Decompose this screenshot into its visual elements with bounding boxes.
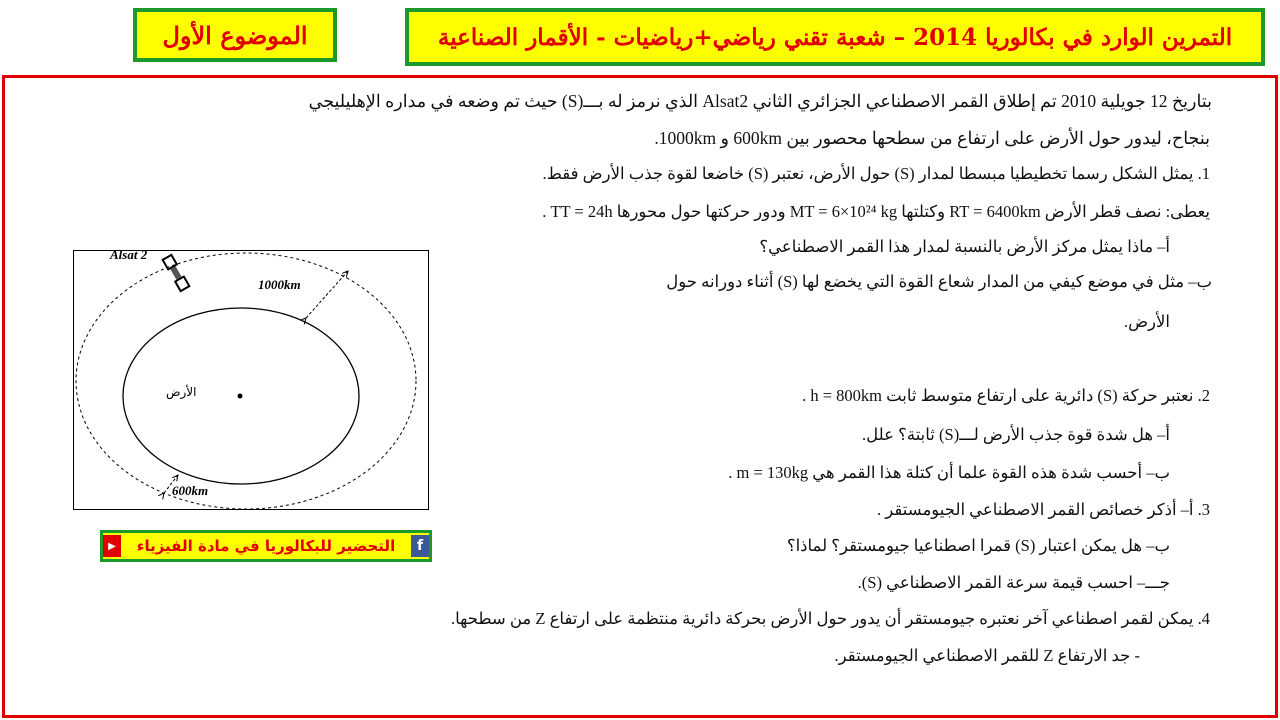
topic-label: الموضوع الأول bbox=[133, 8, 337, 62]
satellite-label: Alsat 2 bbox=[110, 247, 148, 262]
question-2b: ب– أحسب شدة هذه القوة علما أن كتلة هذا القمر هي m = 130kg . bbox=[728, 463, 1170, 482]
channel-banner[interactable] bbox=[100, 530, 432, 562]
satellite-icon bbox=[163, 255, 190, 291]
banner-text: التحضير للبكالوريا في مادة الفيزياء bbox=[136, 537, 396, 555]
orbit-diagram bbox=[73, 247, 429, 510]
orbit-ellipse bbox=[76, 253, 416, 509]
question-2a: أ– هل شدة قوة جذب الأرض لـــ(S) ثابتة؟ علل. bbox=[862, 425, 1170, 444]
intro-line-2: بنجاح، ليدور حول الأرض على ارتفاع من سطحها محصور بين 600km و 1000km. bbox=[654, 128, 1210, 148]
near-altitude-label: 600km bbox=[172, 483, 209, 498]
earth-label: الأرض bbox=[166, 385, 197, 399]
question-4a: - جد الارتفاع Z للقمر الاصطناعي الجيومستقر. bbox=[834, 646, 1140, 665]
exercise-title: التمرين الوارد في بكالوريا 2014 – شعبة تقني رياضي+رياضيات - الأقمار الصناعية bbox=[405, 8, 1265, 66]
question-1: 1. يمثل الشكل رسما تخطيطيا مبسطا لمدار (S) حول الأرض، نعتبر (S) خاضعا لقوة جذب الأرض فقط. bbox=[542, 164, 1210, 183]
question-3b: ب– هل يمكن اعتبار (S) قمرا اصطناعيا جيومستقر؟ لماذا؟ bbox=[786, 536, 1170, 555]
intro-line-1: بتاريخ 12 جويلية 2010 تم إطلاق القمر الاصطناعي الجزائري الثاني Alsat2 الذي نرمز له بـــ(S) حيث تم وضعه في مداره الإهليليجي bbox=[308, 91, 1212, 111]
question-3a: 3. أ– أذكر خصائص القمر الاصطناعي الجيومستقر . bbox=[877, 500, 1210, 519]
far-altitude-label: 1000km bbox=[258, 277, 301, 292]
far-arrow bbox=[306, 271, 348, 318]
question-4: 4. يمكن لقمر اصطناعي آخر نعتبره جيومستقر أن يدور حول الأرض بحركة دائرية منتظمة على ارتفاع Z من سطحها. bbox=[450, 609, 1210, 628]
question-3c: جـــ– احسب قيمة سرعة القمر الاصطناعي (S). bbox=[857, 573, 1170, 592]
earth-center bbox=[238, 394, 243, 399]
given-data: يعطى: نصف قطر الأرض RT = 6400km وكتلتها MT = 6×10²⁴ kg ودور حركتها حول محورها TT = 24h . bbox=[542, 202, 1210, 221]
youtube-icon[interactable]: ▶ bbox=[103, 535, 121, 557]
question-1b: ب– مثل في موضع كيفي من المدار شعاع القوة التي يخضع لها (S) أثناء دورانه حول bbox=[666, 272, 1212, 291]
question-1a: أ– ماذا يمثل مركز الأرض بالنسبة لمدار هذا القمر الاصطناعي؟ bbox=[759, 237, 1170, 256]
facebook-icon[interactable]: f bbox=[411, 535, 429, 557]
question-1b-cont: الأرض. bbox=[1123, 312, 1170, 331]
question-2: 2. نعتبر حركة (S) دائرية على ارتفاع متوسط ثابت h = 800km . bbox=[802, 386, 1210, 405]
